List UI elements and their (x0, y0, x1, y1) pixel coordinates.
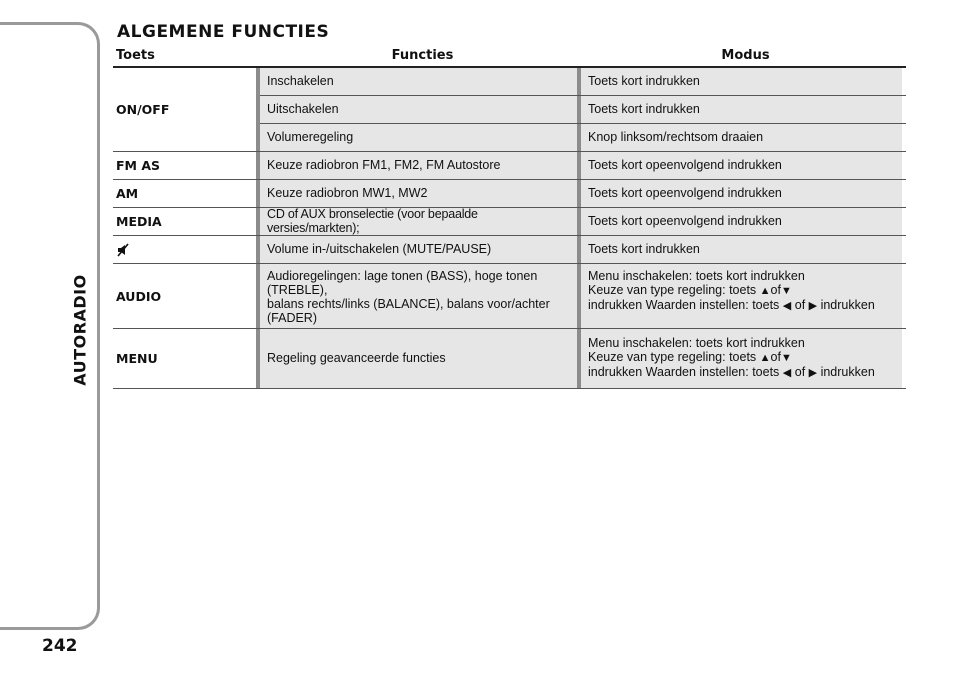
mode-text: Keuze van type regeling: toets (588, 350, 760, 364)
mode-line (588, 298, 896, 313)
table-row-group (113, 264, 906, 329)
key-fm-as: FM AS (113, 152, 260, 179)
mode-cell: Knop linksom/rechtsom draaien (581, 124, 902, 151)
table-row-group (113, 208, 906, 236)
chapter-label: AUTORADIO (70, 274, 90, 386)
function-cell: Volume in-/uitschakelen (MUTE/PAUSE) (260, 236, 581, 263)
mode-cell (581, 329, 902, 388)
table-row-group (113, 152, 906, 180)
key-am: AM (113, 180, 260, 207)
table-row (260, 180, 906, 207)
arrow-right-icon: ▶ (808, 300, 818, 312)
page-number: 242 (42, 636, 78, 656)
functions-table (113, 45, 906, 389)
table-row (260, 236, 906, 263)
mode-cell: Toets kort indrukken (581, 236, 902, 263)
table-row (260, 68, 906, 95)
mute-icon (116, 243, 130, 257)
table-row-group (113, 68, 906, 152)
table-row (260, 95, 906, 123)
mode-line (588, 283, 896, 298)
mode-text: indrukken Waarden instellen: toets (588, 365, 783, 379)
mode-text: of (791, 365, 809, 379)
header-functions: Functies (391, 48, 454, 63)
table-row (260, 329, 906, 388)
header-mode: Modus (721, 48, 770, 63)
function-cell: Inschakelen (260, 68, 581, 95)
mode-cell: Toets kort opeenvolgend indrukken (581, 180, 902, 207)
function-cell (260, 264, 581, 328)
function-cell: Regeling geavanceerde functies (260, 329, 581, 388)
function-cell: Uitschakelen (260, 96, 581, 123)
mode-line: Menu inschakelen: toets kort indrukken (588, 336, 805, 350)
mode-cell: Toets kort indrukken (581, 68, 902, 95)
key-mute (113, 236, 260, 263)
mode-cell: Toets kort opeenvolgend indrukken (581, 152, 902, 179)
arrow-up-icon: ▲ (759, 285, 771, 297)
mode-line (588, 350, 896, 365)
function-line: Audioregelingen: lage tonen (BASS), hoge tonen (TREBLE), (267, 269, 538, 297)
table-row (260, 123, 906, 151)
mode-text: of (770, 283, 781, 297)
key-menu: MENU (113, 329, 260, 388)
function-cell: CD of AUX bronselectie (voor bepaalde versies/markten); (260, 208, 581, 235)
table-row (260, 152, 906, 179)
mode-cell (581, 264, 902, 328)
arrow-left-icon: ◀ (782, 367, 792, 379)
mode-text: Keuze van type regeling: toets (588, 283, 760, 297)
mode-line: Menu inschakelen: toets kort indrukken (588, 269, 805, 283)
key-on-off: ON/OFF (113, 68, 260, 151)
function-line: (FADER) (267, 311, 317, 325)
table-row-group (113, 236, 906, 264)
mode-cell: Toets kort opeenvolgend indrukken (581, 208, 902, 235)
header-key: Toets (116, 48, 155, 63)
arrow-down-icon: ▼ (780, 285, 792, 297)
key-media: MEDIA (113, 208, 260, 235)
function-cell: Keuze radiobron FM1, FM2, FM Autostore (260, 152, 581, 179)
mode-text: indrukken Waarden instellen: toets (588, 298, 783, 312)
mode-cell: Toets kort indrukken (581, 96, 902, 123)
mode-text: of (791, 298, 809, 312)
table-header (113, 45, 906, 68)
table-row-group (113, 180, 906, 208)
function-cell: Keuze radiobron MW1, MW2 (260, 180, 581, 207)
function-line: balans rechts/links (BALANCE), balans voor/achter (267, 297, 550, 311)
arrow-left-icon: ◀ (782, 300, 792, 312)
table-row (260, 208, 906, 235)
mode-line (588, 365, 896, 380)
arrow-up-icon: ▲ (759, 352, 771, 364)
table-row-group (113, 329, 906, 389)
mode-text: indrukken (817, 365, 875, 379)
section-title: ALGEMENE FUNCTIES (117, 22, 330, 42)
arrow-right-icon: ▶ (808, 367, 818, 379)
table-row (260, 264, 906, 328)
arrow-down-icon: ▼ (780, 352, 792, 364)
function-cell: Volumeregeling (260, 124, 581, 151)
mode-text: indrukken (817, 298, 875, 312)
key-audio: AUDIO (113, 264, 260, 328)
mode-text: of (770, 350, 781, 364)
